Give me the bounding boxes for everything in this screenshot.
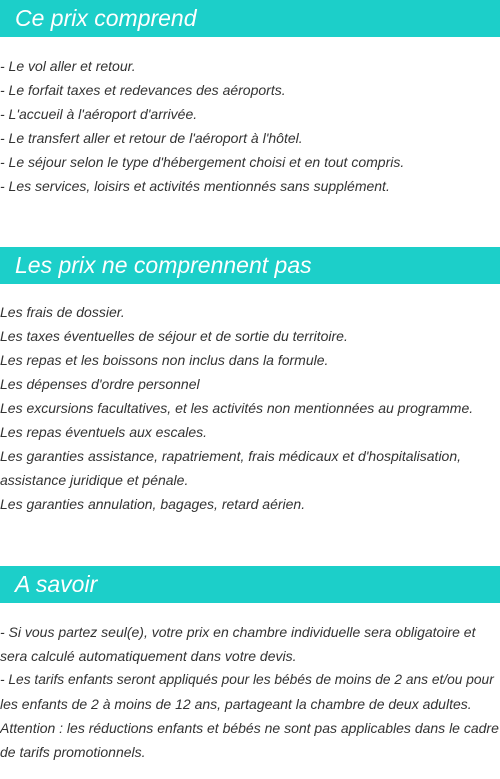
list-item: Les garanties annulation, bagages, retard aérien. [0, 496, 306, 512]
list-item: assistance juridique et pénale. [0, 472, 189, 488]
list-item: Les taxes éventuelles de séjour et de sortie du territoire. [0, 328, 348, 344]
section-title: Les prix ne comprennent pas [15, 252, 312, 278]
list-item: - Le forfait taxes et redevances des aéroports. [0, 82, 286, 98]
list-item: Les garanties assistance, rapatriement, frais médicaux et d'hospitalisation, [0, 448, 462, 464]
section-body [0, 54, 500, 198]
list-item: Les dépenses d'ordre personnel [0, 376, 200, 392]
list-item: - Si vous partez seul(e), votre prix en chambre individuelle sera obligatoire et [0, 624, 476, 640]
list-item: - Le séjour selon le type d'hébergement choisi et en tout compris. [0, 154, 405, 170]
list-item: - Les services, loisirs et activités mentionnés sans supplément. [0, 178, 390, 194]
section-body [0, 300, 500, 516]
list-item: de tarifs promotionnels. [0, 744, 146, 760]
section-good-to-know [0, 566, 500, 764]
section-title: A savoir [15, 571, 98, 597]
section-body [0, 620, 500, 764]
section-price-excludes [0, 247, 500, 516]
list-item: - Le vol aller et retour. [0, 58, 136, 74]
list-item: Les frais de dossier. [0, 304, 125, 320]
section-title: Ce prix comprend [15, 5, 197, 31]
section-price-includes [0, 0, 500, 198]
list-item: - Le transfert aller et retour de l'aéroport à l'hôtel. [0, 130, 303, 146]
list-item: sera calculé automatiquement dans votre devis. [0, 648, 297, 664]
list-item: Attention : les réductions enfants et bébés ne sont pas applicables dans le cadre [0, 720, 499, 736]
list-item: - Les tarifs enfants seront appliqués pour les bébés de moins de 2 ans et/ou pour [0, 672, 494, 687]
list-item: Les excursions facultatives, et les activités non mentionnées au programme. [0, 400, 474, 416]
section-header [0, 0, 500, 37]
section-header [0, 247, 500, 284]
section-header [0, 566, 500, 603]
list-item: - L'accueil à l'aéroport d'arrivée. [0, 106, 198, 122]
list-item: Les repas éventuels aux escales. [0, 424, 208, 440]
list-item: les enfants de 2 à moins de 12 ans, partageant la chambre de deux adultes. [0, 696, 472, 712]
list-item: Les repas et les boissons non inclus dans la formule. [0, 352, 329, 368]
